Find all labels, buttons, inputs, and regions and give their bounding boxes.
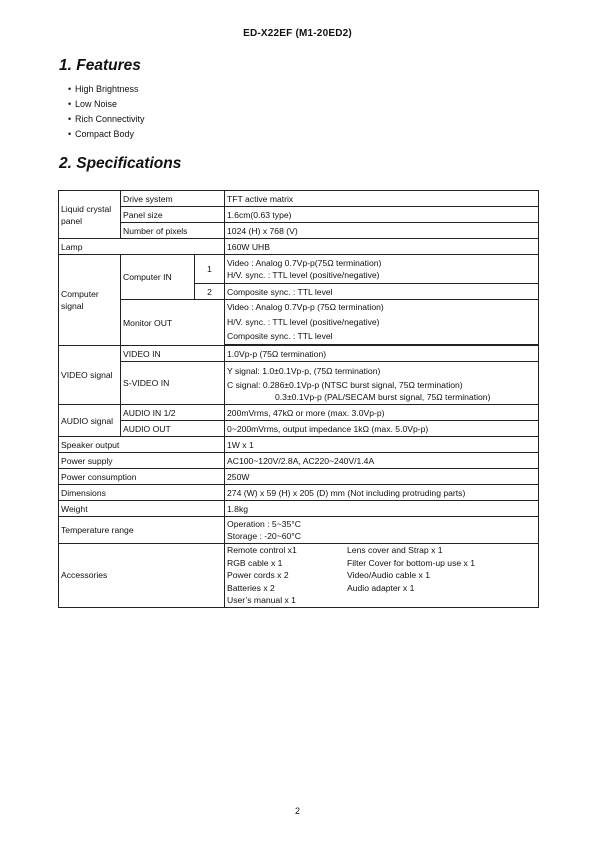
features-list [68, 82, 145, 142]
computer-in-2-composite: Composite sync. : TTL level [225, 284, 539, 300]
audio-out-value: 0~200mVrms, output impedance 1kΩ (max. 5.0Vp-p) [225, 421, 539, 437]
power-consumption-label: Power consumption [59, 469, 225, 485]
table-row [59, 469, 539, 485]
lamp-label: Lamp [59, 239, 225, 255]
table-row [59, 501, 539, 517]
speaker-value: 1W x 1 [225, 437, 539, 453]
dimensions-label: Dimensions [59, 485, 225, 501]
feature-item: • High Brightness [68, 82, 145, 97]
computer-in-2-number: 2 [195, 284, 225, 300]
power-supply-value: AC100~120V/2.8A, AC220~240V/1.4A [225, 453, 539, 469]
temperature-storage: Storage : -20~60°C [227, 531, 301, 541]
accessory-item: Video/Audio cable x 1 [347, 570, 430, 580]
table-row [59, 300, 539, 345]
table-row [59, 346, 539, 362]
page-number: 2 [294, 806, 300, 816]
video-in-value: 1.0Vp-p (75Ω termination) [225, 346, 539, 362]
computer-in-1-video: Video : Analog 0.7Vp-p(75Ω termination) [227, 258, 382, 268]
table-row [59, 421, 539, 437]
monitor-out-video: Video : Analog 0.7Vp-p (75Ω termination) [227, 302, 384, 313]
feature-item: • Low Noise [68, 97, 145, 112]
pixels-value: 1024 (H) x 768 (V) [225, 223, 539, 239]
accessories-column-2 [347, 544, 475, 607]
specifications-heading: 2. Specifications [59, 155, 182, 172]
audio-out-label: AUDIO OUT [121, 421, 225, 437]
accessories-column-1 [227, 544, 347, 607]
accessory-item: User’s manual x 1 [227, 595, 296, 605]
monitor-out-label: Monitor OUT [121, 300, 225, 346]
feature-item: • Compact Body [68, 127, 145, 142]
features-heading: 1. Features [59, 57, 141, 74]
accessory-item: Power cords x 2 [227, 570, 289, 580]
lcd-label: Liquid crystal panel [59, 191, 121, 239]
s-video-y: Y signal: 1.0±0.1Vp-p, (75Ω termination) [227, 366, 381, 376]
table-row [59, 239, 539, 255]
table-row [59, 544, 539, 608]
audio-signal-label: AUDIO signal [59, 405, 121, 437]
monitor-out-composite: Composite sync. : TTL level [227, 331, 333, 342]
specifications-table [58, 190, 539, 608]
drive-system-value: TFT active matrix [225, 191, 539, 207]
speaker-label: Speaker output [59, 437, 225, 453]
accessory-item: Lens cover and Strap x 1 [347, 545, 443, 555]
table-row [59, 207, 539, 223]
computer-in-1-number: 1 [195, 255, 225, 284]
audio-in-label: AUDIO IN 1/2 [121, 405, 225, 421]
temperature-label: Temperature range [59, 517, 225, 544]
panel-size-value: 1.6cm(0.63 type) [225, 207, 539, 223]
audio-in-value: 200mVrms, 47kΩ or more (max. 3.0Vp-p) [225, 405, 539, 421]
table-row [59, 437, 539, 453]
monitor-out-hv: H/V. sync. : TTL level (positive/negative) [227, 316, 380, 327]
table-row [59, 223, 539, 239]
power-consumption-value: 250W [225, 469, 539, 485]
accessory-item: RGB cable x 1 [227, 557, 283, 568]
weight-label: Weight [59, 501, 225, 517]
weight-value: 1.8kg [225, 501, 539, 517]
table-row [59, 362, 539, 405]
table-row [59, 485, 539, 501]
temperature-value [225, 517, 539, 544]
table-row [59, 453, 539, 469]
table-row [59, 191, 539, 207]
feature-item: • Rich Connectivity [68, 112, 145, 127]
table-row [59, 255, 539, 284]
pixels-label: Number of pixels [121, 223, 225, 239]
document-header: ED-X22EF (M1-20ED2) [243, 28, 352, 39]
panel-size-label: Panel size [121, 207, 225, 223]
computer-in-label: Computer IN [121, 255, 195, 300]
s-video-in-value [225, 362, 539, 405]
accessory-item: Filter Cover for bottom-up use x 1 [347, 557, 476, 568]
s-video-c2: 0.3±0.1Vp-p (PAL/SECAM burst signal, 75Ω termination) [275, 392, 491, 402]
lamp-value: 160W UHB [225, 239, 539, 255]
accessories-value [225, 544, 539, 608]
accessory-item: Audio adapter x 1 [347, 582, 415, 593]
table-row [59, 405, 539, 421]
video-in-label: VIDEO IN [121, 346, 225, 362]
accessories-label: Accessories [59, 544, 225, 608]
accessories-columns [227, 544, 536, 607]
accessory-item: Remote control x1 [227, 545, 297, 555]
accessory-item: Batteries x 2 [227, 582, 275, 593]
computer-in-1-hv: H/V. sync. : TTL level (positive/negative) [227, 270, 380, 280]
temperature-operation: Operation : 5~35°C [227, 519, 301, 529]
dimensions-value: 274 (W) x 59 (H) x 205 (D) mm (Not including protruding parts) [225, 485, 539, 501]
drive-system-label: Drive system [121, 191, 225, 207]
s-video-c1: C signal: 0.286±0.1Vp-p (NTSC burst signal, 75Ω termination) [227, 380, 463, 390]
video-signal-label: VIDEO signal [59, 346, 121, 405]
computer-in-1-value [225, 255, 539, 284]
monitor-out-value [225, 300, 539, 345]
s-video-in-label: S-VIDEO IN [121, 362, 225, 405]
computer-signal-label: Computer signal [59, 255, 121, 346]
table-row [59, 517, 539, 544]
power-supply-label: Power supply [59, 453, 225, 469]
